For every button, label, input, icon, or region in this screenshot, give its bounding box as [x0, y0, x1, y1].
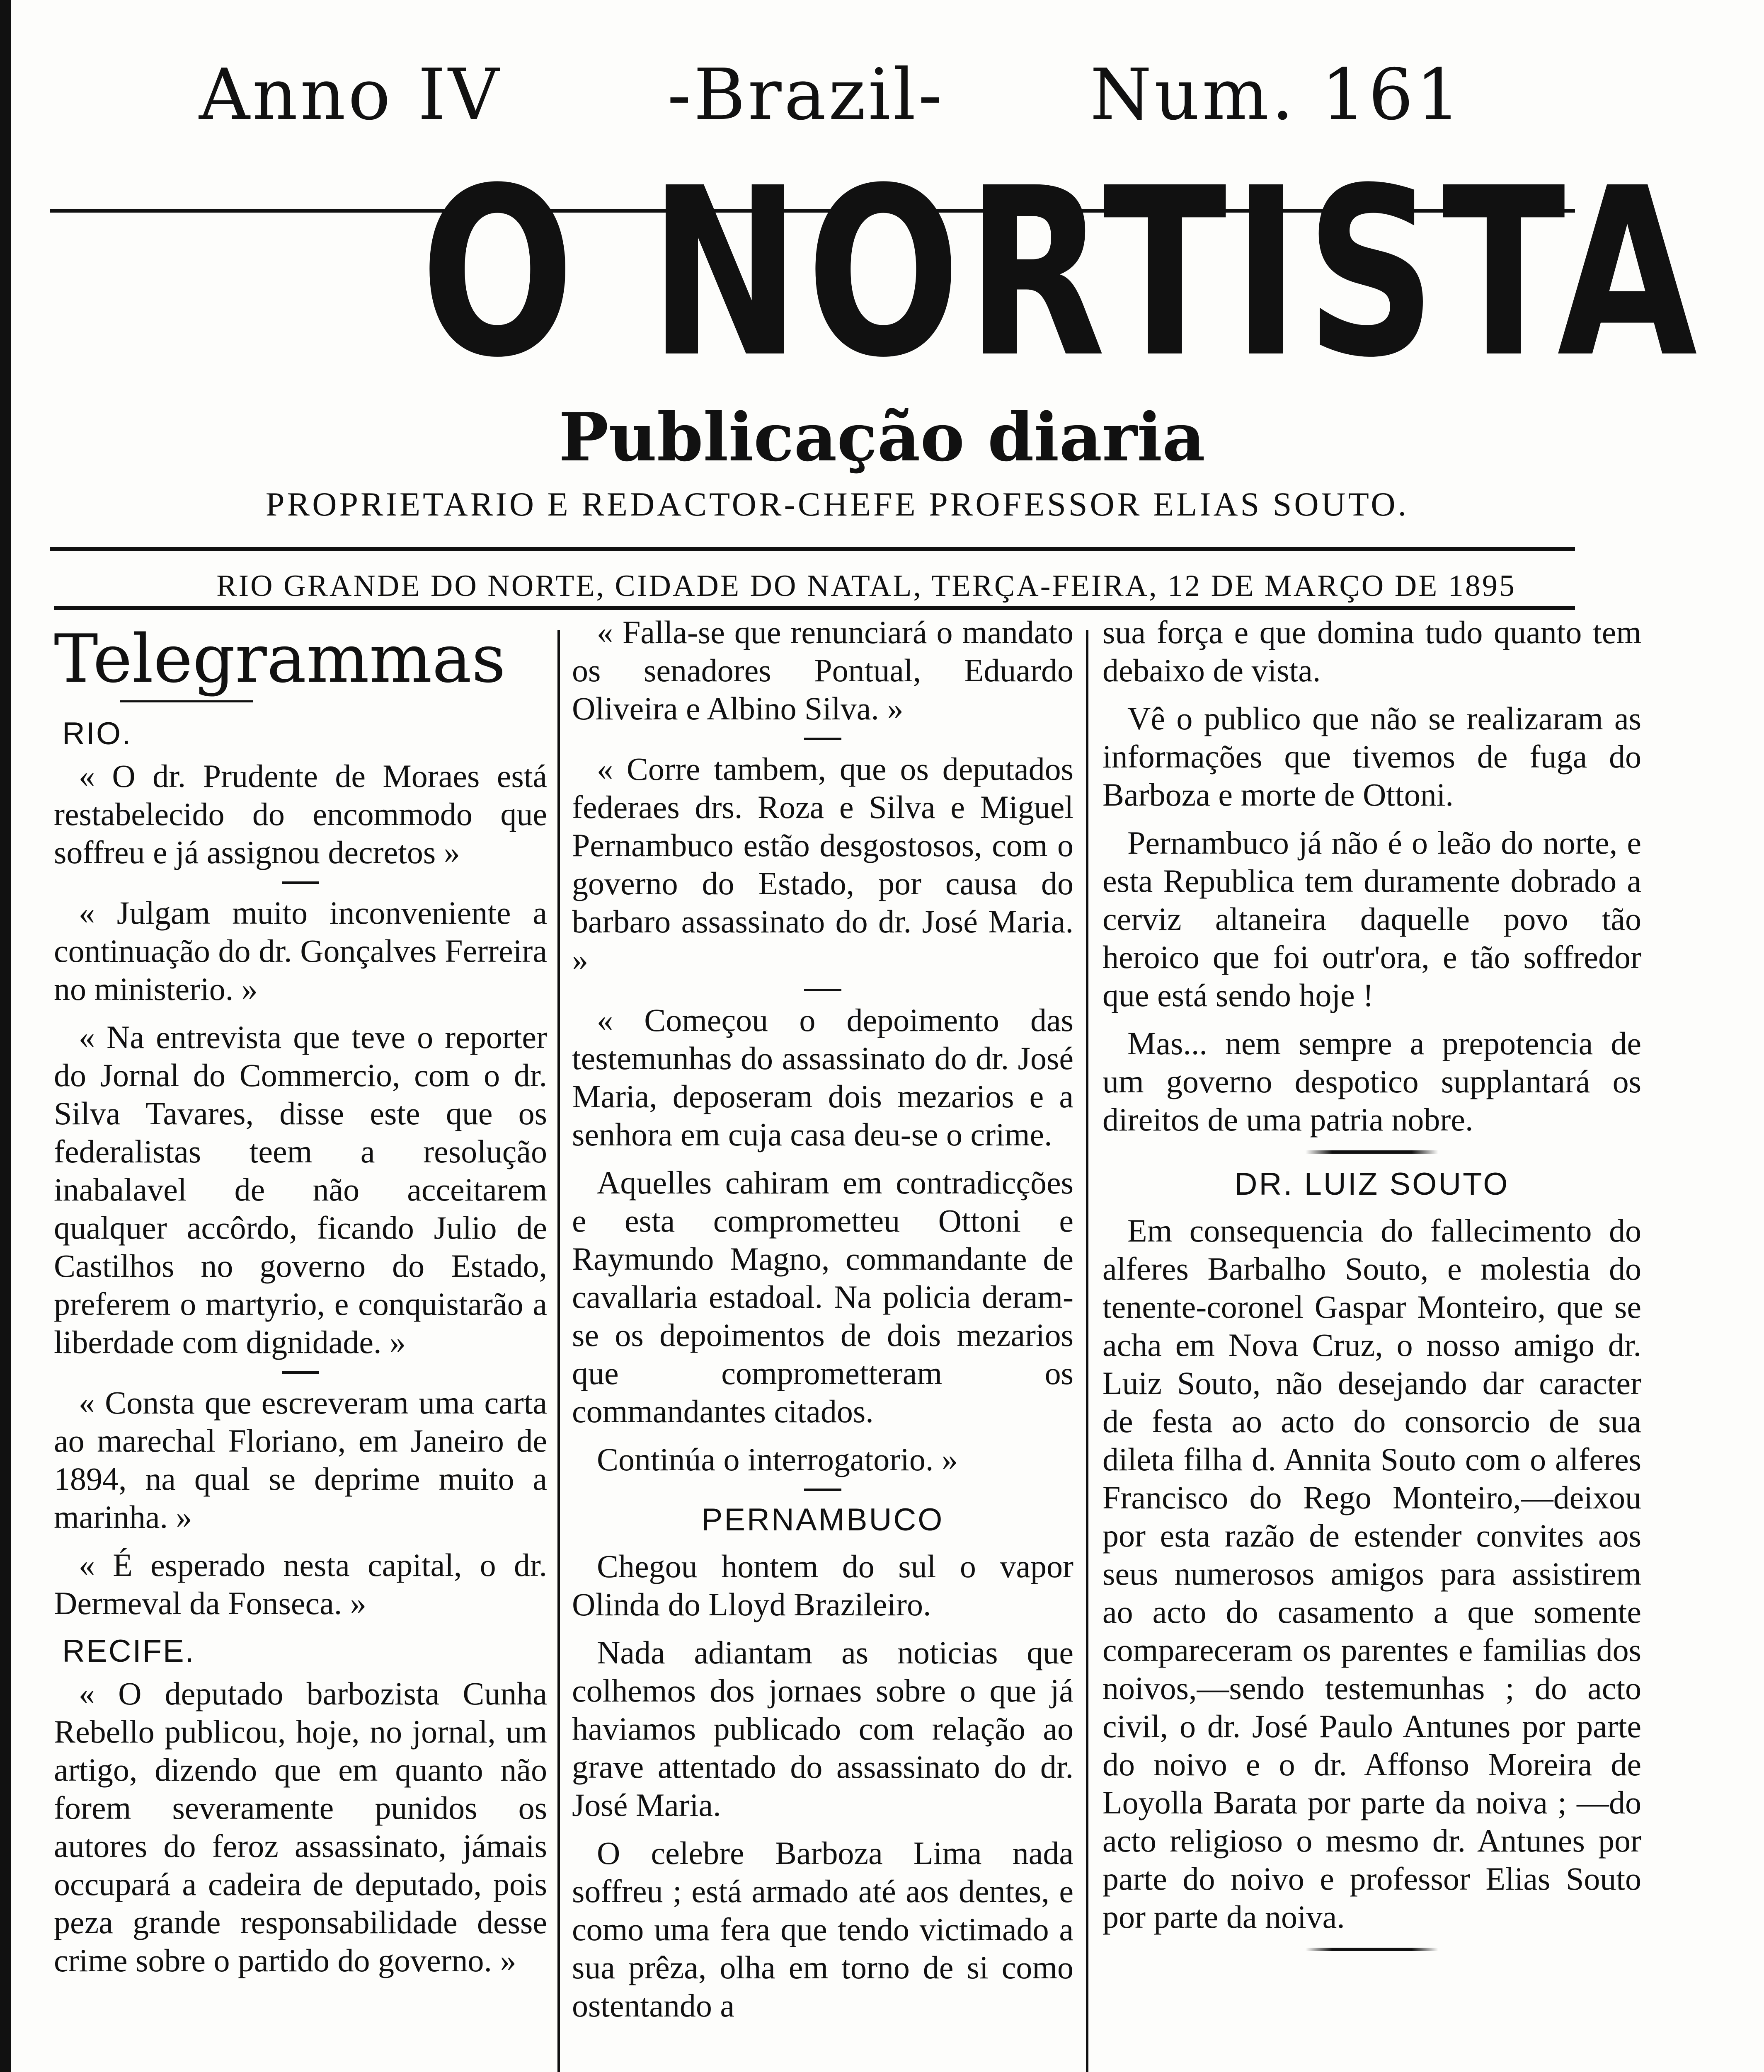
column-3	[1102, 613, 1641, 1963]
article-paragraph: « Começou o depoimento das testemunhas do assassinato do dr. José Maria, deposeram dois mezarios e a senhora em cuja casa deu-se o crime.	[572, 1002, 1073, 1152]
dateline-rio: RIO.	[62, 716, 132, 751]
article-paragraph: « É esperado nesta capital, o dr. Dermeval da Fonseca. »	[54, 1547, 547, 1621]
column-1	[54, 613, 547, 1990]
article-paragraph: « Na entrevista que teve o reporter do Jornal do Commercio, com o dr. Silva Tavares, disse este que os federalistas teem a resolução inabalavel de não acceitarem qualquer accôrdo, ficando Julio de Castilhos no governo do Estado, preferem o martyrio, e conquistarão a liberdade com dignidade. »	[54, 1019, 547, 1360]
article-paragraph: « Falla-se que renunciará o mandato os senadores Pontual, Eduardo Oliveira e Albino Silva. »	[572, 614, 1073, 726]
dateline-recife: RECIFE.	[62, 1634, 195, 1669]
scan-edge-shadow	[0, 0, 11, 2072]
owner-rule	[50, 547, 1575, 551]
article-paragraph: Pernambuco já não é o leão do norte, e esta Republica tem duramente dobrado a cerviz altaneira daquelle povo tão heroico que foi outr'ora, e tão soffredor que está sendo hoje !	[1102, 825, 1641, 1013]
article-paragraph: Aquelles cahiram em contradicções e esta comprometteu Ottoni e Raymundo Magno, commandante de cavallaria estadoal. Na policia deram-se os depoimentos de dois mezarios que comprometteram os commandantes citados.	[572, 1164, 1073, 1429]
article-paragraph: Vê o publico que não se realizaram as informações que tivemos de fuga do Barboza e morte de Ottoni.	[1102, 700, 1641, 813]
article-paragraph: Chegou hontem do sul o vapor Olinda do Lloyd Brazileiro.	[572, 1548, 1073, 1622]
ornamental-separator	[1306, 1150, 1438, 1154]
article-paragraph: Em consequencia do fallecimento do alferes Barbalho Souto, e molestia do tenente-coronel Gaspar Monteiro, que se acha em Nova Cruz, o nosso amigo dr. Luiz Souto, não desejando dar caracter de festa ao acto do consorcio de sua dileta filha d. Annita Souto com o alferes Francisco do Rego Monteiro,—deixou por esta razão de estender convites aos seus numerosos amigos para assistirem ao acto do casamento a que somente compareceram os parentes e familias dos noivos,—sendo testemunhas ; do acto civil, o dr. José Paulo Antunes por parte do noivo e o dr. Affonso Moreira de Loyolla Barata por parte da noiva ; —do acto religioso o mesmo dr. Antunes por parte do noivo e professor Elias Souto por parte da noiva.	[1102, 1213, 1641, 1935]
section-title-pernambuco: PERNAMBUCO	[701, 1502, 944, 1537]
article-paragraph: O celebre Barboza Lima nada soffreu ; está armado até aos dentes, e como uma fera que tendo victimado a sua prêza, olha em torno de si como ostentando a	[572, 1835, 1073, 2024]
article-paragraph: Nada adiantam as noticias que colhemos dos jornaes sobre o que já haviamos publicado com relação ao grave attentado do assassinato do dr. José Maria.	[572, 1634, 1073, 1823]
article-paragraph: Mas... nem sempre a prepotencia de um governo despotico supplantará os direitos de uma patria nobre.	[1102, 1025, 1641, 1138]
country-label: -Brazil-	[667, 54, 945, 136]
article-paragraph: Continúa o interrogatorio. »	[597, 1441, 958, 1477]
section-title-telegrammas: Telegrammas	[54, 620, 506, 697]
year-label: Anno IV	[199, 54, 502, 136]
column-divider-2	[1086, 630, 1088, 2072]
separator	[282, 1371, 319, 1374]
newspaper-title: O NORTISTA	[420, 138, 1703, 409]
issue-number: Num. 161	[1090, 54, 1463, 136]
column-divider-1	[557, 630, 560, 2072]
section-title-luiz-souto: DR. LUIZ SOUTO	[1234, 1167, 1510, 1202]
title-underline	[120, 700, 253, 702]
article-paragraph: « Corre tambem, que os deputados federaes drs. Roza e Silva e Miguel Pernambuco estão desgostosos, com o governo do Estado, por causa do barbaro assassinato do dr. José Maria. »	[572, 751, 1073, 978]
article-paragraph: « O dr. Prudente de Moraes está restabelecido do encommodo que soffreu e já assignou decretos »	[54, 758, 547, 870]
dateline-rule	[54, 606, 1575, 610]
separator	[282, 881, 319, 884]
article-paragraph: sua força e que domina tudo quanto tem debaixo de vista.	[1102, 614, 1641, 688]
newspaper-subtitle: Publicação diaria	[559, 398, 1205, 476]
separator	[804, 1489, 841, 1491]
article-paragraph: « Consta que escreveram uma carta ao marechal Floriano, em Janeiro de 1894, na qual se deprime muito a marinha. »	[54, 1385, 547, 1535]
ornamental-separator	[1306, 1948, 1438, 1951]
article-paragraph: « Julgam muito inconveniente a continuação do dr. Gonçalves Ferreira no ministerio. »	[54, 895, 547, 1007]
owner-line: PROPRIETARIO E REDACTOR-CHEFE PROFESSOR ELIAS SOUTO.	[265, 485, 1409, 523]
separator	[804, 738, 841, 740]
dateline: RIO GRANDE DO NORTE, CIDADE DO NATAL, TERÇA-FEIRA, 12 DE MARÇO DE 1895	[216, 569, 1516, 603]
separator	[804, 989, 841, 991]
column-2	[572, 613, 1073, 2035]
article-paragraph: « O deputado barbozista Cunha Rebello publicou, hoje, no jornal, um artigo, dizendo que em quanto não forem severamente punidos os autores do feroz assassinato, jámais occupará a cadeira de deputado, pois peza grande responsabilidade desse crime sobre o partido do governo. »	[54, 1675, 547, 1978]
